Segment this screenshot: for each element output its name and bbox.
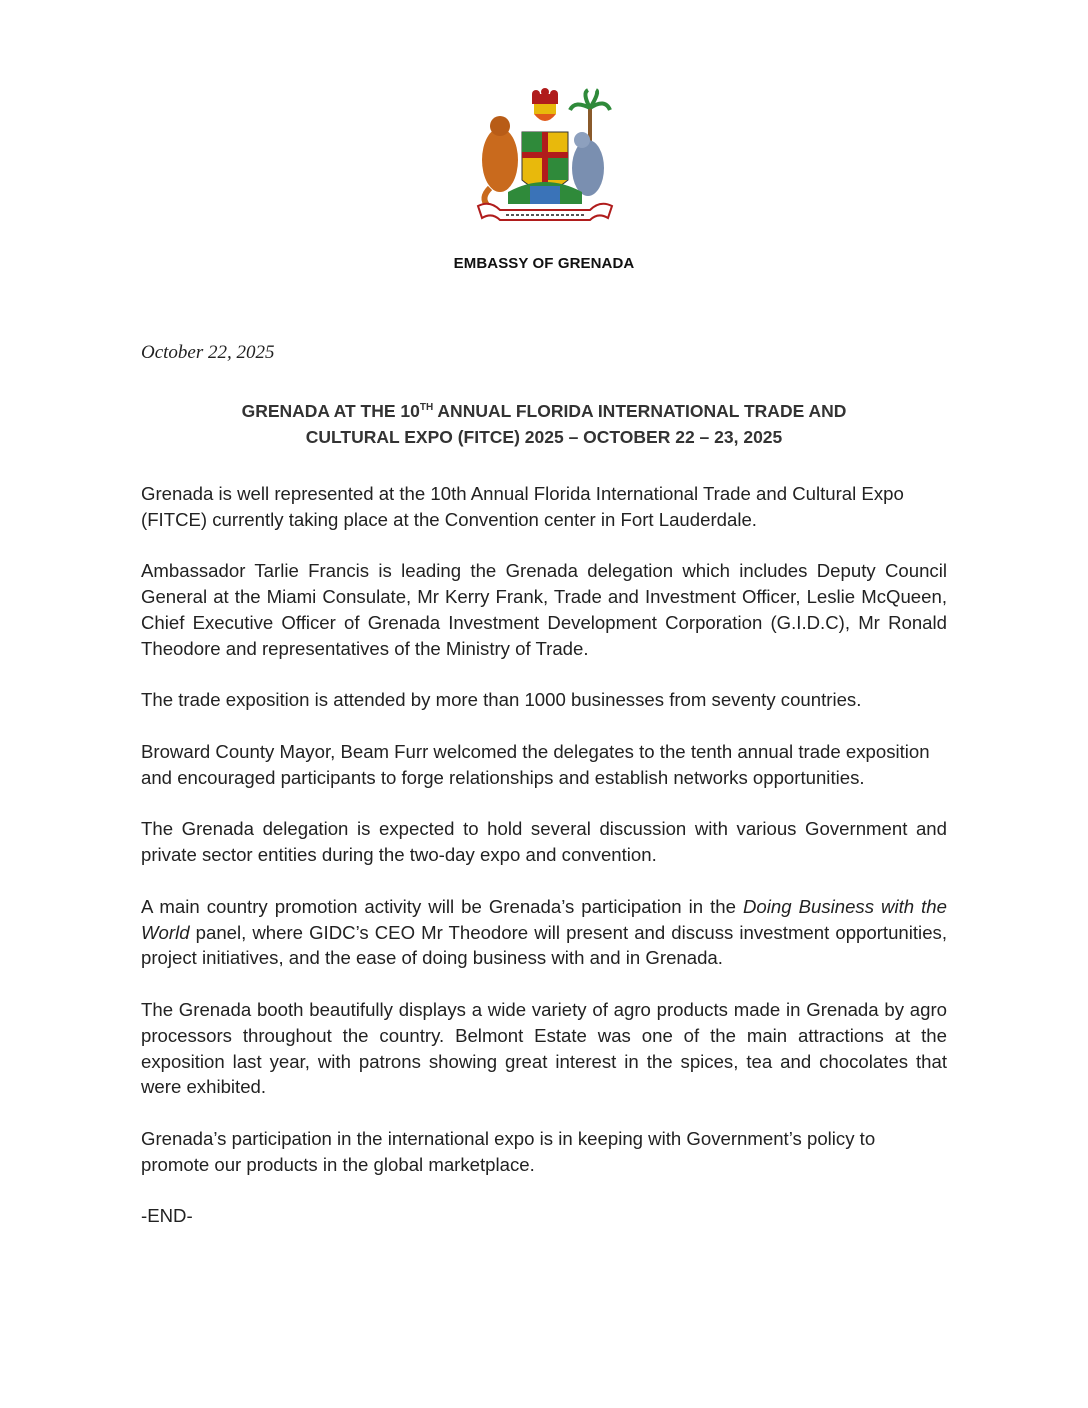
paragraph-6 [141,894,947,971]
paragraph-1: Grenada is well represented at the 10th Annual Florida International Trade and Cultural Expo (FITCE) currently taking place at the Convention center in Fort Lauderdale. [141,483,904,530]
paragraph-3: The trade exposition is attended by more than 1000 businesses from seventy countries. [141,689,862,711]
paragraph-5: The Grenada delegation is expected to hold several discussion with various Government and private sector entities during the two-day expo and convention. [141,818,947,866]
panel-name: Doing Business with the World [141,895,947,943]
title-line-1-start: GRENADA AT THE 10 [241,401,420,421]
release-date: October 22, 2025 [141,342,275,363]
paragraph-4: Broward County Mayor, Beam Furr welcomed the delegates to the tenth annual trade exposition and encouraged participants to forge relationships and establish networks opportunities. [141,740,930,788]
title-superscript: TH [419,402,434,413]
paragraph-2: Ambassador Tarlie Francis is leading the Grenada delegation which includes Deputy Council General at the Miami Consulate, Mr Kerry Frank, Trade and Investment Officer, Leslie McQueen, Chief Executive Officer of Grenada Investment Development Corporation (G.I.D.C), Mr Ronald Theodore and representatives of the Ministry of Trade. [141,560,947,659]
title-line-1 [141,398,947,424]
paragraph-7: The Grenada booth beautifully displays a wide variety of agro products made in Grenada by agro processors throughout the country. Belmont Estate was one of the main attractions at the exposition last year, with patrons showing great interest in the spices, tea and chocolates that were exhibited. [141,998,947,1098]
paragraph-8: Grenada’s participation in the international expo is in keeping with Government’s policy to promote our products in the global marketplace. [141,1127,876,1175]
press-release-body [141,481,947,1255]
paragraph-6-start: A main country promotion activity will be Grenada’s participation in the [141,895,743,917]
embassy-heading: EMBASSY OF GRENADA [453,255,635,272]
paragraph-6-end: panel, where GIDC’s CEO Mr Theodore will present and discuss investment opportunities, project initiatives, and the ease of doing business with and in Grenada. [141,921,947,969]
title-line-1-end: ANNUAL FLORIDA INTERNATIONAL TRADE AND [433,401,847,421]
end-marker: -END- [141,1205,193,1227]
title-line-2: CULTURAL EXPO (FITCE) 2025 – OCTOBER 22 – 23, 2025 [305,427,783,447]
press-release-title [141,398,947,450]
coat-of-arms-icon [470,88,620,230]
